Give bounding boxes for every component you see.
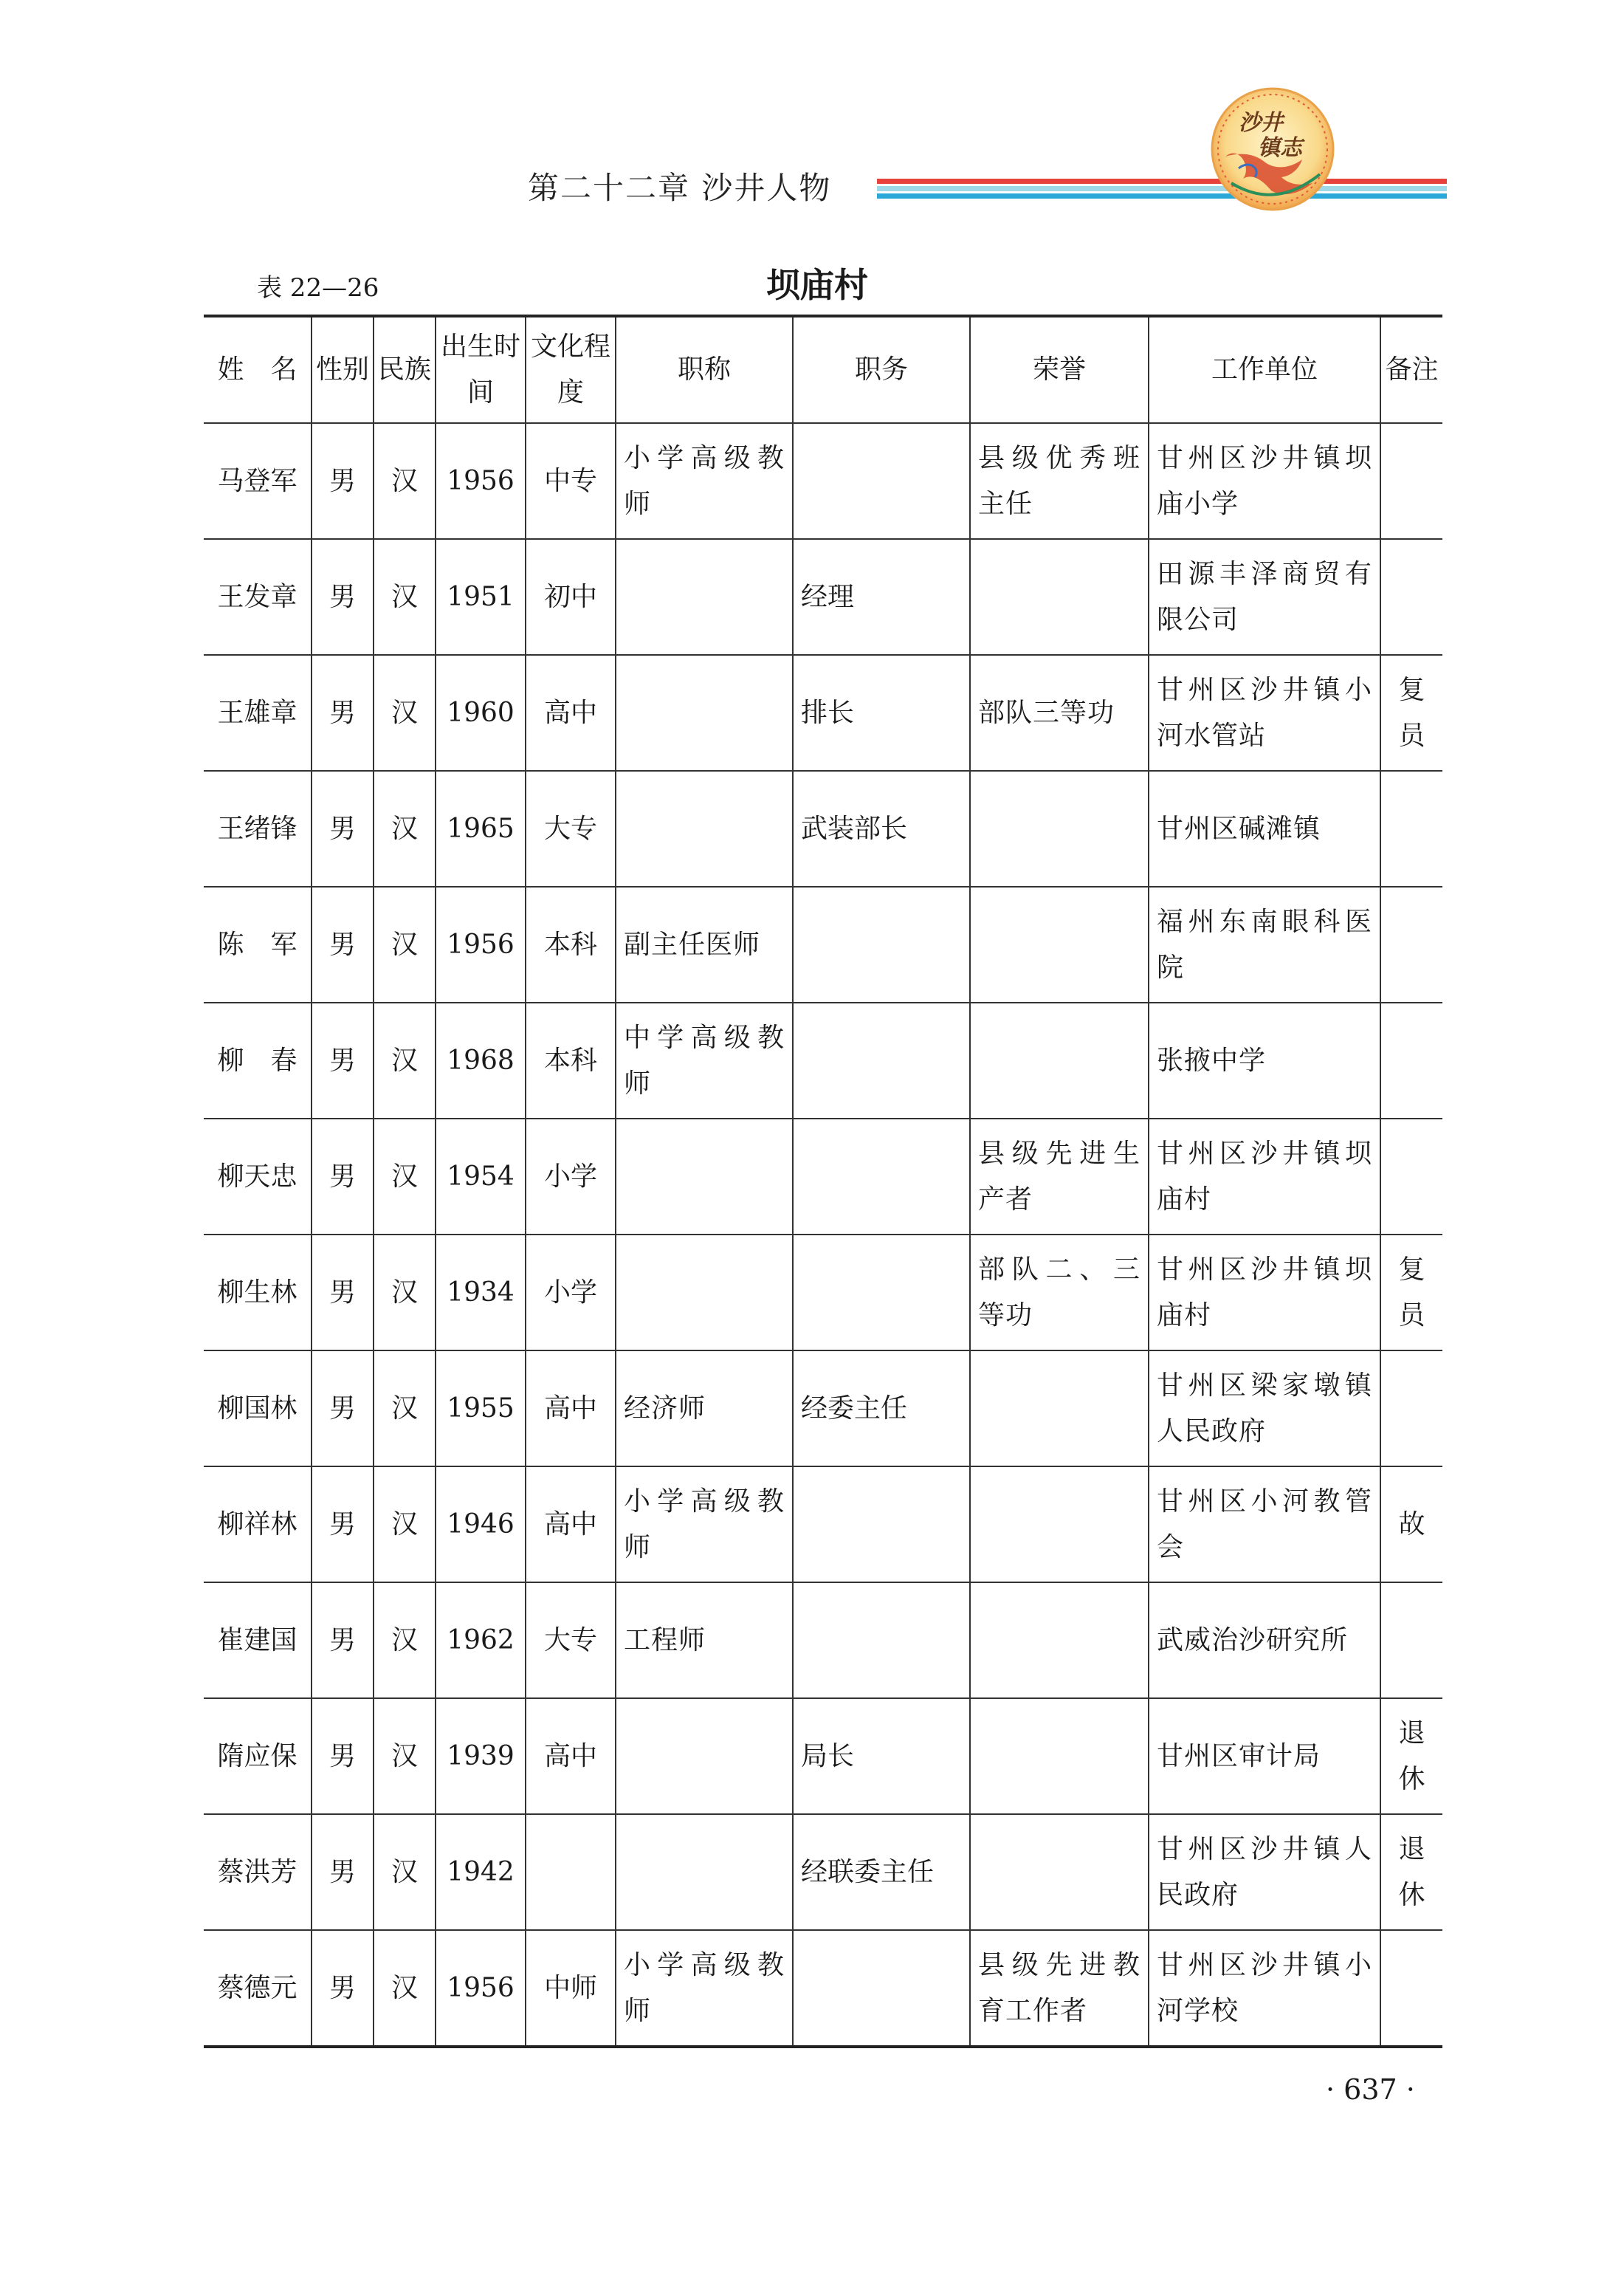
- cell-birth: 1956: [436, 887, 526, 1003]
- cell-note: [1380, 1119, 1442, 1235]
- cell-honor: [970, 1350, 1149, 1466]
- cell-honor: [970, 887, 1149, 1003]
- cell-gender: 男: [312, 1930, 374, 2047]
- cell-employer: 甘州区沙井镇坝庙小学: [1149, 423, 1380, 539]
- cell-employer: 田源丰泽商贸有限公司: [1149, 539, 1380, 655]
- cell-note: 复员: [1380, 655, 1442, 771]
- cell-gender: 男: [312, 1003, 374, 1119]
- cell-birth: 1956: [436, 423, 526, 539]
- cell-name: 蔡洪芳: [204, 1814, 312, 1930]
- cell-honor: [970, 1814, 1149, 1930]
- cell-note: 复员: [1380, 1235, 1442, 1350]
- cell-ethnicity: 汉: [374, 1235, 436, 1350]
- cell-name: 柳国林: [204, 1350, 312, 1466]
- cell-employer: 甘州区沙井镇人民政府: [1149, 1814, 1380, 1930]
- cell-gender: 男: [312, 539, 374, 655]
- cell-birth: 1939: [436, 1698, 526, 1814]
- cell-note: [1380, 771, 1442, 887]
- cell-education: 大专: [526, 771, 616, 887]
- cell-gender: 男: [312, 1582, 374, 1698]
- cell-title: [616, 1119, 793, 1235]
- col-header-position: 职务: [793, 316, 970, 423]
- col-header-employer: 工作单位: [1149, 316, 1380, 423]
- cell-position: 经联委主任: [793, 1814, 970, 1930]
- cell-honor: 部队三等功: [970, 655, 1149, 771]
- cell-title: [616, 1235, 793, 1350]
- table-header-row: [204, 316, 1442, 423]
- cell-birth: 1934: [436, 1235, 526, 1350]
- table-row: [204, 539, 1442, 655]
- cell-title: 小学高级教师: [616, 423, 793, 539]
- cell-honor: [970, 539, 1149, 655]
- cell-honor: 县级先进生产者: [970, 1119, 1149, 1235]
- cell-name: 马登军: [204, 423, 312, 539]
- cell-ethnicity: 汉: [374, 539, 436, 655]
- cell-education: 高中: [526, 655, 616, 771]
- cell-title: 工程师: [616, 1582, 793, 1698]
- cell-note: [1380, 1930, 1442, 2047]
- cell-employer: 甘州区小河教管会: [1149, 1466, 1380, 1582]
- cell-birth: 1942: [436, 1814, 526, 1930]
- cell-education: 中专: [526, 423, 616, 539]
- cell-title: 副主任医师: [616, 887, 793, 1003]
- col-header-ethnicity: 民族: [374, 316, 436, 423]
- col-header-gender: 性别: [312, 316, 374, 423]
- cell-title: 中学高级教师: [616, 1003, 793, 1119]
- village-people-table: [204, 315, 1442, 2048]
- cell-gender: 男: [312, 1119, 374, 1235]
- table-row: [204, 1814, 1442, 1930]
- cell-name: 隋应保: [204, 1698, 312, 1814]
- cell-title: [616, 539, 793, 655]
- cell-honor: 部队二、三等功: [970, 1235, 1149, 1350]
- cell-education: 本科: [526, 1003, 616, 1119]
- cell-position: [793, 887, 970, 1003]
- cell-note: 退休: [1380, 1698, 1442, 1814]
- cell-gender: 男: [312, 1235, 374, 1350]
- cell-ethnicity: 汉: [374, 1698, 436, 1814]
- cell-gender: 男: [312, 655, 374, 771]
- cell-title: 小学高级教师: [616, 1466, 793, 1582]
- cell-education: 中师: [526, 1930, 616, 2047]
- cell-position: 经理: [793, 539, 970, 655]
- cell-employer: 福州东南眼科医院: [1149, 887, 1380, 1003]
- cell-education: 大专: [526, 1582, 616, 1698]
- logo-text-line1: 沙井: [1239, 110, 1283, 136]
- cell-education: 高中: [526, 1466, 616, 1582]
- cell-note: 退休: [1380, 1814, 1442, 1930]
- cell-employer: 甘州区梁家墩镇人民政府: [1149, 1350, 1380, 1466]
- cell-birth: 1956: [436, 1930, 526, 2047]
- cell-gender: 男: [312, 887, 374, 1003]
- cell-name: 陈 军: [204, 887, 312, 1003]
- cell-employer: 张掖中学: [1149, 1003, 1380, 1119]
- cell-honor: 县级优秀班主任: [970, 423, 1149, 539]
- cell-honor: [970, 771, 1149, 887]
- table-row: [204, 655, 1442, 771]
- cell-position: [793, 1582, 970, 1698]
- cell-honor: [970, 1466, 1149, 1582]
- table-row: [204, 1119, 1442, 1235]
- table-number-label: 表 22—26: [257, 273, 379, 303]
- cell-note: 故: [1380, 1466, 1442, 1582]
- header-line-light-blue: [877, 186, 1447, 191]
- col-header-education: 文化程度: [526, 316, 616, 423]
- cell-note: [1380, 1582, 1442, 1698]
- cell-position: [793, 1466, 970, 1582]
- table-row: [204, 1698, 1442, 1814]
- cell-note: [1380, 887, 1442, 1003]
- cell-honor: [970, 1582, 1149, 1698]
- cell-honor: 县级先进教育工作者: [970, 1930, 1149, 2047]
- cell-gender: 男: [312, 1698, 374, 1814]
- cell-birth: 1946: [436, 1466, 526, 1582]
- table-row: [204, 1582, 1442, 1698]
- logo-text-line2: 镇志: [1258, 135, 1302, 161]
- cell-ethnicity: 汉: [374, 655, 436, 771]
- table-row: [204, 1003, 1442, 1119]
- cell-name: 王雄章: [204, 655, 312, 771]
- header-line-red: [877, 179, 1447, 184]
- header-decorative-lines: [877, 176, 1447, 205]
- cell-education: 本科: [526, 887, 616, 1003]
- cell-name: 柳祥林: [204, 1466, 312, 1582]
- cell-ethnicity: 汉: [374, 887, 436, 1003]
- cell-name: 蔡德元: [204, 1930, 312, 2047]
- cell-position: 经委主任: [793, 1350, 970, 1466]
- cell-gender: 男: [312, 1350, 374, 1466]
- cell-ethnicity: 汉: [374, 1930, 436, 2047]
- cell-name: 柳 春: [204, 1003, 312, 1119]
- chapter-title: 第二十二章 沙井人物: [528, 170, 832, 206]
- cell-note: [1380, 423, 1442, 539]
- cell-birth: 1960: [436, 655, 526, 771]
- cell-employer: 甘州区沙井镇坝庙村: [1149, 1235, 1380, 1350]
- cell-education: 高中: [526, 1698, 616, 1814]
- table-row: [204, 423, 1442, 539]
- col-header-birth: 出生时间: [436, 316, 526, 423]
- cell-birth: 1951: [436, 539, 526, 655]
- cell-birth: 1968: [436, 1003, 526, 1119]
- cell-ethnicity: 汉: [374, 1814, 436, 1930]
- col-header-title: 职称: [616, 316, 793, 423]
- cell-employer: 武威治沙研究所: [1149, 1582, 1380, 1698]
- cell-birth: 1962: [436, 1582, 526, 1698]
- cell-title: [616, 655, 793, 771]
- cell-ethnicity: 汉: [374, 423, 436, 539]
- cell-employer: 甘州区沙井镇小河水管站: [1149, 655, 1380, 771]
- table-row: [204, 1350, 1442, 1466]
- cell-note: [1380, 1350, 1442, 1466]
- cell-name: 柳生林: [204, 1235, 312, 1350]
- cell-position: [793, 1235, 970, 1350]
- cell-name: 王绪锋: [204, 771, 312, 887]
- cell-gender: 男: [312, 1466, 374, 1582]
- cell-ethnicity: 汉: [374, 1119, 436, 1235]
- cell-employer: 甘州区沙井镇小河学校: [1149, 1930, 1380, 2047]
- page-number: · 637 ·: [1326, 2073, 1415, 2106]
- cell-education: 小学: [526, 1235, 616, 1350]
- cell-title: [616, 1698, 793, 1814]
- cell-note: [1380, 539, 1442, 655]
- cell-name: 崔建国: [204, 1582, 312, 1698]
- cell-employer: 甘州区沙井镇坝庙村: [1149, 1119, 1380, 1235]
- cell-name: 柳天忠: [204, 1119, 312, 1235]
- col-header-name: 姓 名: [204, 316, 312, 423]
- table-row: [204, 1930, 1442, 2047]
- cell-birth: 1955: [436, 1350, 526, 1466]
- cell-title: 经济师: [616, 1350, 793, 1466]
- cell-employer: 甘州区碱滩镇: [1149, 771, 1380, 887]
- cell-birth: 1954: [436, 1119, 526, 1235]
- cell-name: 王发章: [204, 539, 312, 655]
- cell-position: [793, 1003, 970, 1119]
- cell-position: [793, 1930, 970, 2047]
- cell-gender: 男: [312, 1814, 374, 1930]
- cell-ethnicity: 汉: [374, 1003, 436, 1119]
- cell-ethnicity: 汉: [374, 771, 436, 887]
- cell-position: 武装部长: [793, 771, 970, 887]
- cell-ethnicity: 汉: [374, 1582, 436, 1698]
- cell-birth: 1965: [436, 771, 526, 887]
- cell-honor: [970, 1698, 1149, 1814]
- col-header-note: 备注: [1380, 316, 1442, 423]
- cell-title: [616, 1814, 793, 1930]
- cell-employer: 甘州区审计局: [1149, 1698, 1380, 1814]
- cell-education: 初中: [526, 539, 616, 655]
- table-row: [204, 1466, 1442, 1582]
- cell-title: [616, 771, 793, 887]
- cell-position: [793, 1119, 970, 1235]
- cell-ethnicity: 汉: [374, 1466, 436, 1582]
- cell-gender: 男: [312, 423, 374, 539]
- col-header-honor: 荣誉: [970, 316, 1149, 423]
- cell-ethnicity: 汉: [374, 1350, 436, 1466]
- cell-position: 局长: [793, 1698, 970, 1814]
- cell-position: [793, 423, 970, 539]
- cell-education: [526, 1814, 616, 1930]
- table-title: 坝庙村: [766, 265, 868, 305]
- header-line-blue: [877, 193, 1447, 199]
- table-row: [204, 1235, 1442, 1350]
- town-gazetteer-logo: [1209, 86, 1336, 213]
- cell-education: 高中: [526, 1350, 616, 1466]
- cell-honor: [970, 1003, 1149, 1119]
- table-row: [204, 771, 1442, 887]
- table-row: [204, 887, 1442, 1003]
- cell-note: [1380, 1003, 1442, 1119]
- cell-title: 小学高级教师: [616, 1930, 793, 2047]
- cell-gender: 男: [312, 771, 374, 887]
- cell-education: 小学: [526, 1119, 616, 1235]
- cell-position: 排长: [793, 655, 970, 771]
